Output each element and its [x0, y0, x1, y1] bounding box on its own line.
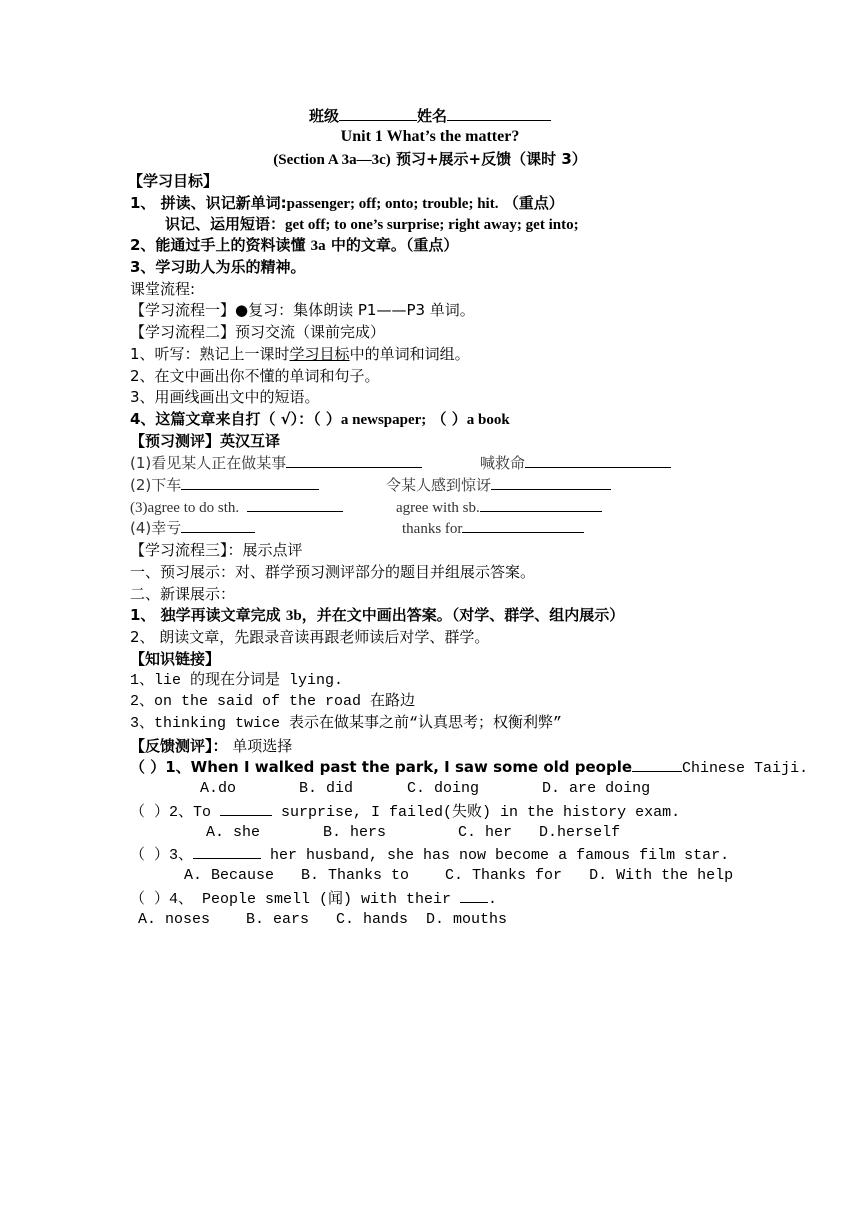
- goal-item-2: [130, 235, 458, 256]
- knowledge-item-3: 3、thinking twice 表示在做某事之前“认真思考；权衡利弊”: [130, 715, 563, 732]
- feedback-q2-text: （ ）2、To: [130, 804, 221, 821]
- goal-2-cn2: 中的文章。（重点）: [325, 236, 459, 254]
- goal-1-cn: 拼读、识记新单词:: [155, 194, 287, 212]
- flow-item-1-link: 学习目标: [289, 345, 350, 363]
- knowledge-item-1: 1、lie 的现在分词是 lying.: [130, 672, 344, 689]
- subtitle-section: (Section A 3a—3c): [273, 152, 391, 168]
- flow-step-1: 【学习流程一】●复习：集体朗读 P1——P3 单词。: [130, 301, 475, 319]
- preview-q3-text: (3)agree to do sth.: [130, 500, 240, 516]
- goal-1b-phrases: get off; to one’s surprise; right away; get into;: [285, 217, 579, 233]
- flow3-item-2: 二、新课展示：: [130, 585, 236, 603]
- feedback-q2-blank[interactable]: [220, 801, 272, 816]
- flow-heading: 课堂流程:: [130, 280, 196, 298]
- preview-q2b-blank[interactable]: [491, 475, 611, 490]
- flow-item-3: 3、用画线画出文中的短语。: [130, 388, 320, 406]
- flow-item-4-a: 4、这篇文章来自打（ √）：（ ）: [130, 410, 341, 428]
- preview-q4-text: (4)幸亏: [130, 519, 182, 537]
- flow-step-2: 【学习流程二】预习交流（课前完成）: [130, 323, 386, 341]
- goal-1-words: passenger; off; onto; trouble; hit.: [286, 196, 499, 212]
- option-newspaper: a newspaper;: [340, 412, 427, 428]
- goal-1-tag: （重点）: [498, 194, 564, 212]
- feedback-q3-text: （ ）3、: [130, 847, 194, 864]
- feedback-q4-options: A. noses B. ears C. hands D. mouths: [138, 911, 508, 928]
- preview-q2: [130, 475, 319, 495]
- preview-q3b: [396, 497, 602, 518]
- flow-item-4-c: （ ）: [426, 410, 467, 428]
- goal-1b-cn: 识记、运用短语：: [165, 215, 286, 233]
- class-blank[interactable]: [339, 106, 417, 121]
- preview-q1b-text: 喊救命: [480, 454, 526, 472]
- feedback-q2: [130, 801, 680, 823]
- flow-item-1: [130, 344, 470, 364]
- feedback-q1-text: （ ）1、When I walked past the park, I saw some old people: [130, 758, 633, 776]
- knowledge-item-2: 2、on the said of the road 在路边: [130, 693, 416, 710]
- knowledge-heading: 【知识链接】: [130, 650, 221, 668]
- feedback-q4-text: （ ）4、 People smell (闻) with their: [130, 891, 461, 908]
- goals-heading: 【学习目标】: [128, 172, 219, 190]
- preview-heading: 【预习测评】英汉互译: [130, 432, 281, 450]
- preview-q1-blank[interactable]: [286, 453, 422, 468]
- goal-item-3: 3、学习助人为乐的精神。: [130, 258, 306, 276]
- feedback-q2-end: surprise, I failed(失败) in the history exam.: [272, 804, 681, 821]
- feedback-q4-blank[interactable]: [460, 888, 488, 903]
- feedback-q1-blank[interactable]: [632, 757, 682, 772]
- goal-2-cn: 2、能通过手上的资料读懂: [130, 236, 311, 254]
- preview-q2-text: (2)下车: [130, 476, 182, 494]
- preview-q4: [130, 518, 255, 538]
- preview-q4b-blank[interactable]: [462, 518, 584, 533]
- goal-1-num: 1、: [130, 194, 156, 212]
- flow3-item-2-2: 2、 朗读文章，先跟录音读再跟老师读后对学、群学。: [130, 628, 490, 646]
- feedback-q1-end: Chinese Taiji.: [682, 760, 809, 777]
- preview-q4b-text: thanks for: [402, 521, 463, 537]
- preview-q3b-blank[interactable]: [480, 497, 602, 512]
- preview-q2b: [386, 475, 611, 495]
- flow3-2-1-c: ，并在文中画出答案。（对学、群学、组内展示）: [301, 606, 625, 624]
- preview-q3b-text: agree with sb.: [396, 500, 480, 516]
- goal-item-1: [130, 193, 564, 214]
- name-blank[interactable]: [447, 106, 551, 121]
- flow-item-2: 2、在文中画出你不懂的单词和句子。: [130, 367, 380, 385]
- flow3-2-1-b: 3b: [285, 608, 302, 624]
- feedback-heading: [130, 736, 292, 756]
- goal-2-en: 3a: [310, 238, 326, 254]
- flow3-item-2-1: [130, 605, 624, 626]
- preview-q1b: [480, 453, 671, 473]
- feedback-q4: [130, 888, 497, 910]
- preview-q1-text: (1)看见某人正在做某事: [130, 454, 287, 472]
- flow3-heading: 【学习流程三】：展示点评: [130, 541, 303, 559]
- name-label: 姓名: [417, 107, 448, 125]
- class-label: 班级: [308, 107, 339, 125]
- feedback-q4-end: .: [488, 891, 498, 908]
- page-title: Unit 1 What’s the matter?: [340, 128, 520, 145]
- preview-q4-blank[interactable]: [181, 518, 255, 533]
- flow-item-1-c: 中的单词和词组。: [349, 345, 470, 363]
- goal-item-1b: [165, 214, 579, 235]
- feedback-q3-blank[interactable]: [193, 844, 261, 859]
- preview-q1: [130, 453, 422, 473]
- header-class-name-line: [0, 106, 860, 126]
- preview-q3: [130, 497, 343, 518]
- flow3-2-1-a: 1、 独学再读文章完成: [130, 606, 286, 624]
- preview-q2-blank[interactable]: [181, 475, 319, 490]
- preview-q2b-text: 令某人感到惊讶: [386, 476, 492, 494]
- flow3-item-1: 一、预习展示：对、群学预习测评部分的题目并组展示答案。: [130, 563, 536, 581]
- subtitle-cn: 预习+展示+反馈（课时 3）: [390, 150, 587, 168]
- feedback-q1: [130, 757, 808, 779]
- preview-q4b: [402, 518, 584, 539]
- feedback-q3: [130, 844, 729, 866]
- feedback-q2-options: A. she B. hers C. her D.herself: [206, 824, 621, 841]
- flow-item-4: [130, 409, 510, 430]
- feedback-q3-options: A. Because B. Thanks to C. Thanks for D. With the help: [184, 867, 734, 884]
- feedback-heading-type: 单项选择: [227, 737, 293, 755]
- feedback-q3-end: her husband, she has now become a famous film star.: [261, 847, 730, 864]
- preview-q1b-blank[interactable]: [525, 453, 671, 468]
- option-book: a book: [466, 412, 510, 428]
- flow-item-1-a: 1、听写：熟记上一课时: [130, 345, 290, 363]
- feedback-q1-options: A.do B. did C. doing D. are doing: [200, 780, 651, 797]
- preview-q3-blank[interactable]: [247, 497, 343, 512]
- feedback-heading-label: 【反馈测评】：: [130, 737, 228, 755]
- page-subtitle: [0, 149, 860, 170]
